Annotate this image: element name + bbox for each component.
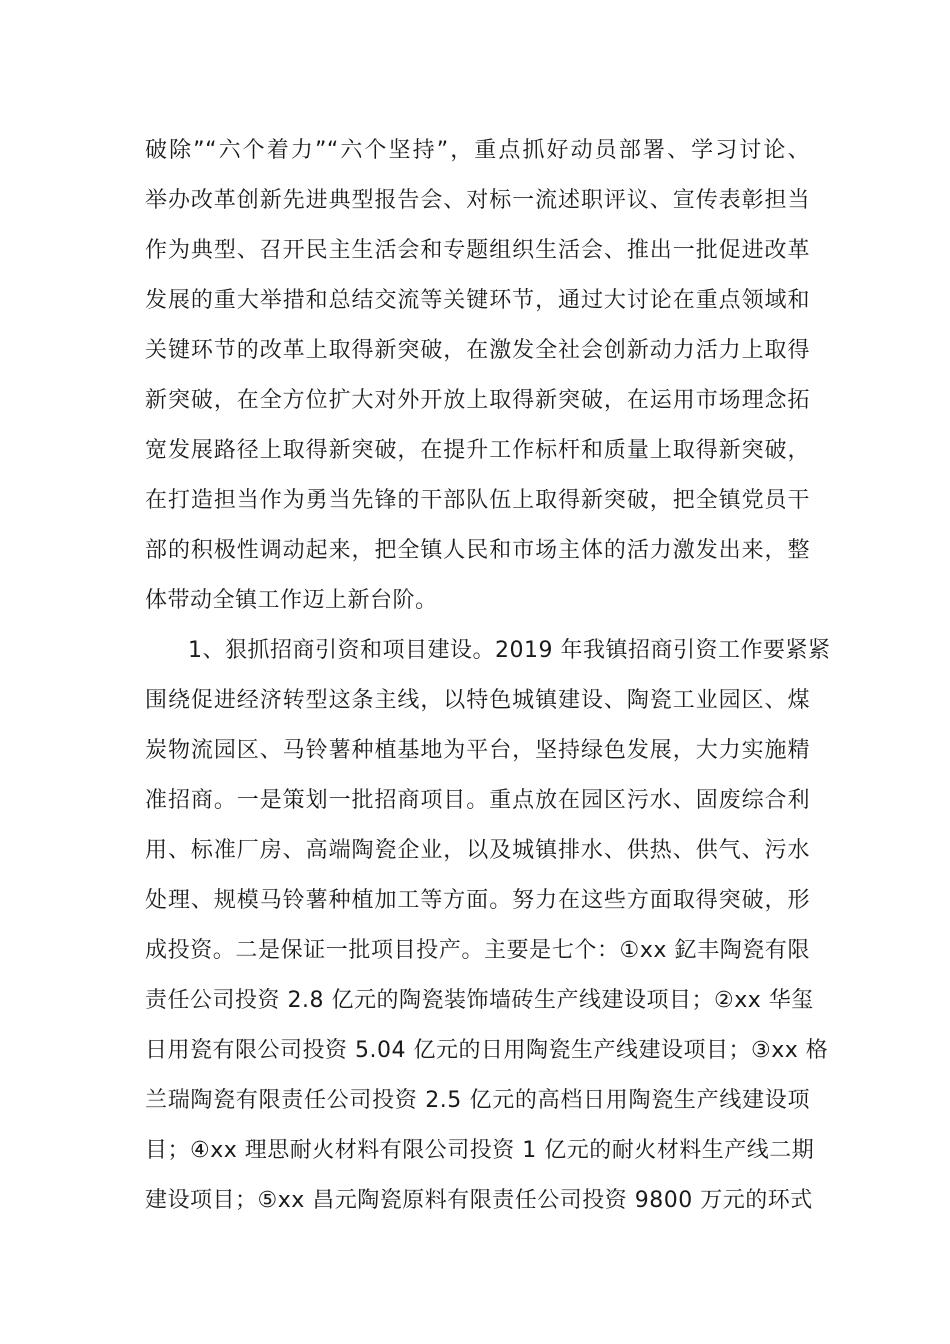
text-line: 目；④xx 理思耐火材料有限公司投资 1 亿元的耐火材料生产线二期 — [145, 1138, 815, 1163]
text-line: 作为典型、召开民主生活会和专题组织生活会、推出一批促进改革 — [145, 238, 810, 263]
text-line: 举办改革创新先进典型报告会、对标一流述职评议、宣传表彰担当 — [145, 188, 810, 213]
paragraph-first-line: 1、狠抓招商引资和项目建设。2019 年我镇招商引资工作要紧紧 — [188, 638, 831, 663]
text-line: 体带动全镇工作迈上新台阶。 — [145, 588, 438, 613]
text-line: 炭物流园区、马铃薯种植基地为平台，坚持绿色发展，大力实施精 — [145, 738, 810, 763]
text-line: 处理、规模马铃薯种植加工等方面。努力在这些方面取得突破，形 — [145, 888, 810, 913]
text-line: 宽发展路径上取得新突破，在提升工作标杆和质量上取得新突破， — [145, 438, 810, 463]
text-line: 责任公司投资 2.8 亿元的陶瓷装饰墙砖生产线建设项目；②xx 华玺 — [145, 988, 814, 1013]
text-line: 在打造担当作为勇当先锋的干部队伍上取得新突破，把全镇党员干 — [145, 488, 810, 513]
text-line: 建设项目；⑤xx 昌元陶瓷原料有限责任公司投资 9800 万元的环式 — [145, 1188, 813, 1213]
text-line: 新突破，在全方位扩大对外开放上取得新突破，在运用市场理念拓 — [145, 388, 810, 413]
text-line: 发展的重大举措和总结交流等关键环节，通过大讨论在重点领域和 — [145, 288, 810, 313]
text-line: 破除”“六个着力”“六个坚持”，重点抓好动员部署、学习讨论、 — [145, 138, 810, 163]
text-line: 部的积极性调动起来，把全镇人民和市场主体的活力激发出来，整 — [145, 538, 810, 563]
text-line: 围绕促进经济转型这条主线，以特色城镇建设、陶瓷工业园区、煤 — [145, 688, 810, 713]
text-line: 兰瑞陶瓷有限责任公司投资 2.5 亿元的高档日用陶瓷生产线建设项 — [145, 1088, 810, 1113]
text-line: 准招商。一是策划一批招商项目。重点放在园区污水、固废综合利 — [145, 788, 810, 813]
text-line: 用、标准厂房、高端陶瓷企业，以及城镇排水、供热、供气、污水 — [145, 838, 810, 863]
text-line: 关键环节的改革上取得新突破，在激发全社会创新动力活力上取得 — [145, 338, 810, 363]
text-line: 成投资。二是保证一批项目投产。主要是七个：①xx 釔丰陶瓷有限 — [145, 938, 810, 963]
text-line: 日用瓷有限公司投资 5.04 亿元的日用陶瓷生产线建设项目；③xx 格 — [145, 1038, 829, 1063]
